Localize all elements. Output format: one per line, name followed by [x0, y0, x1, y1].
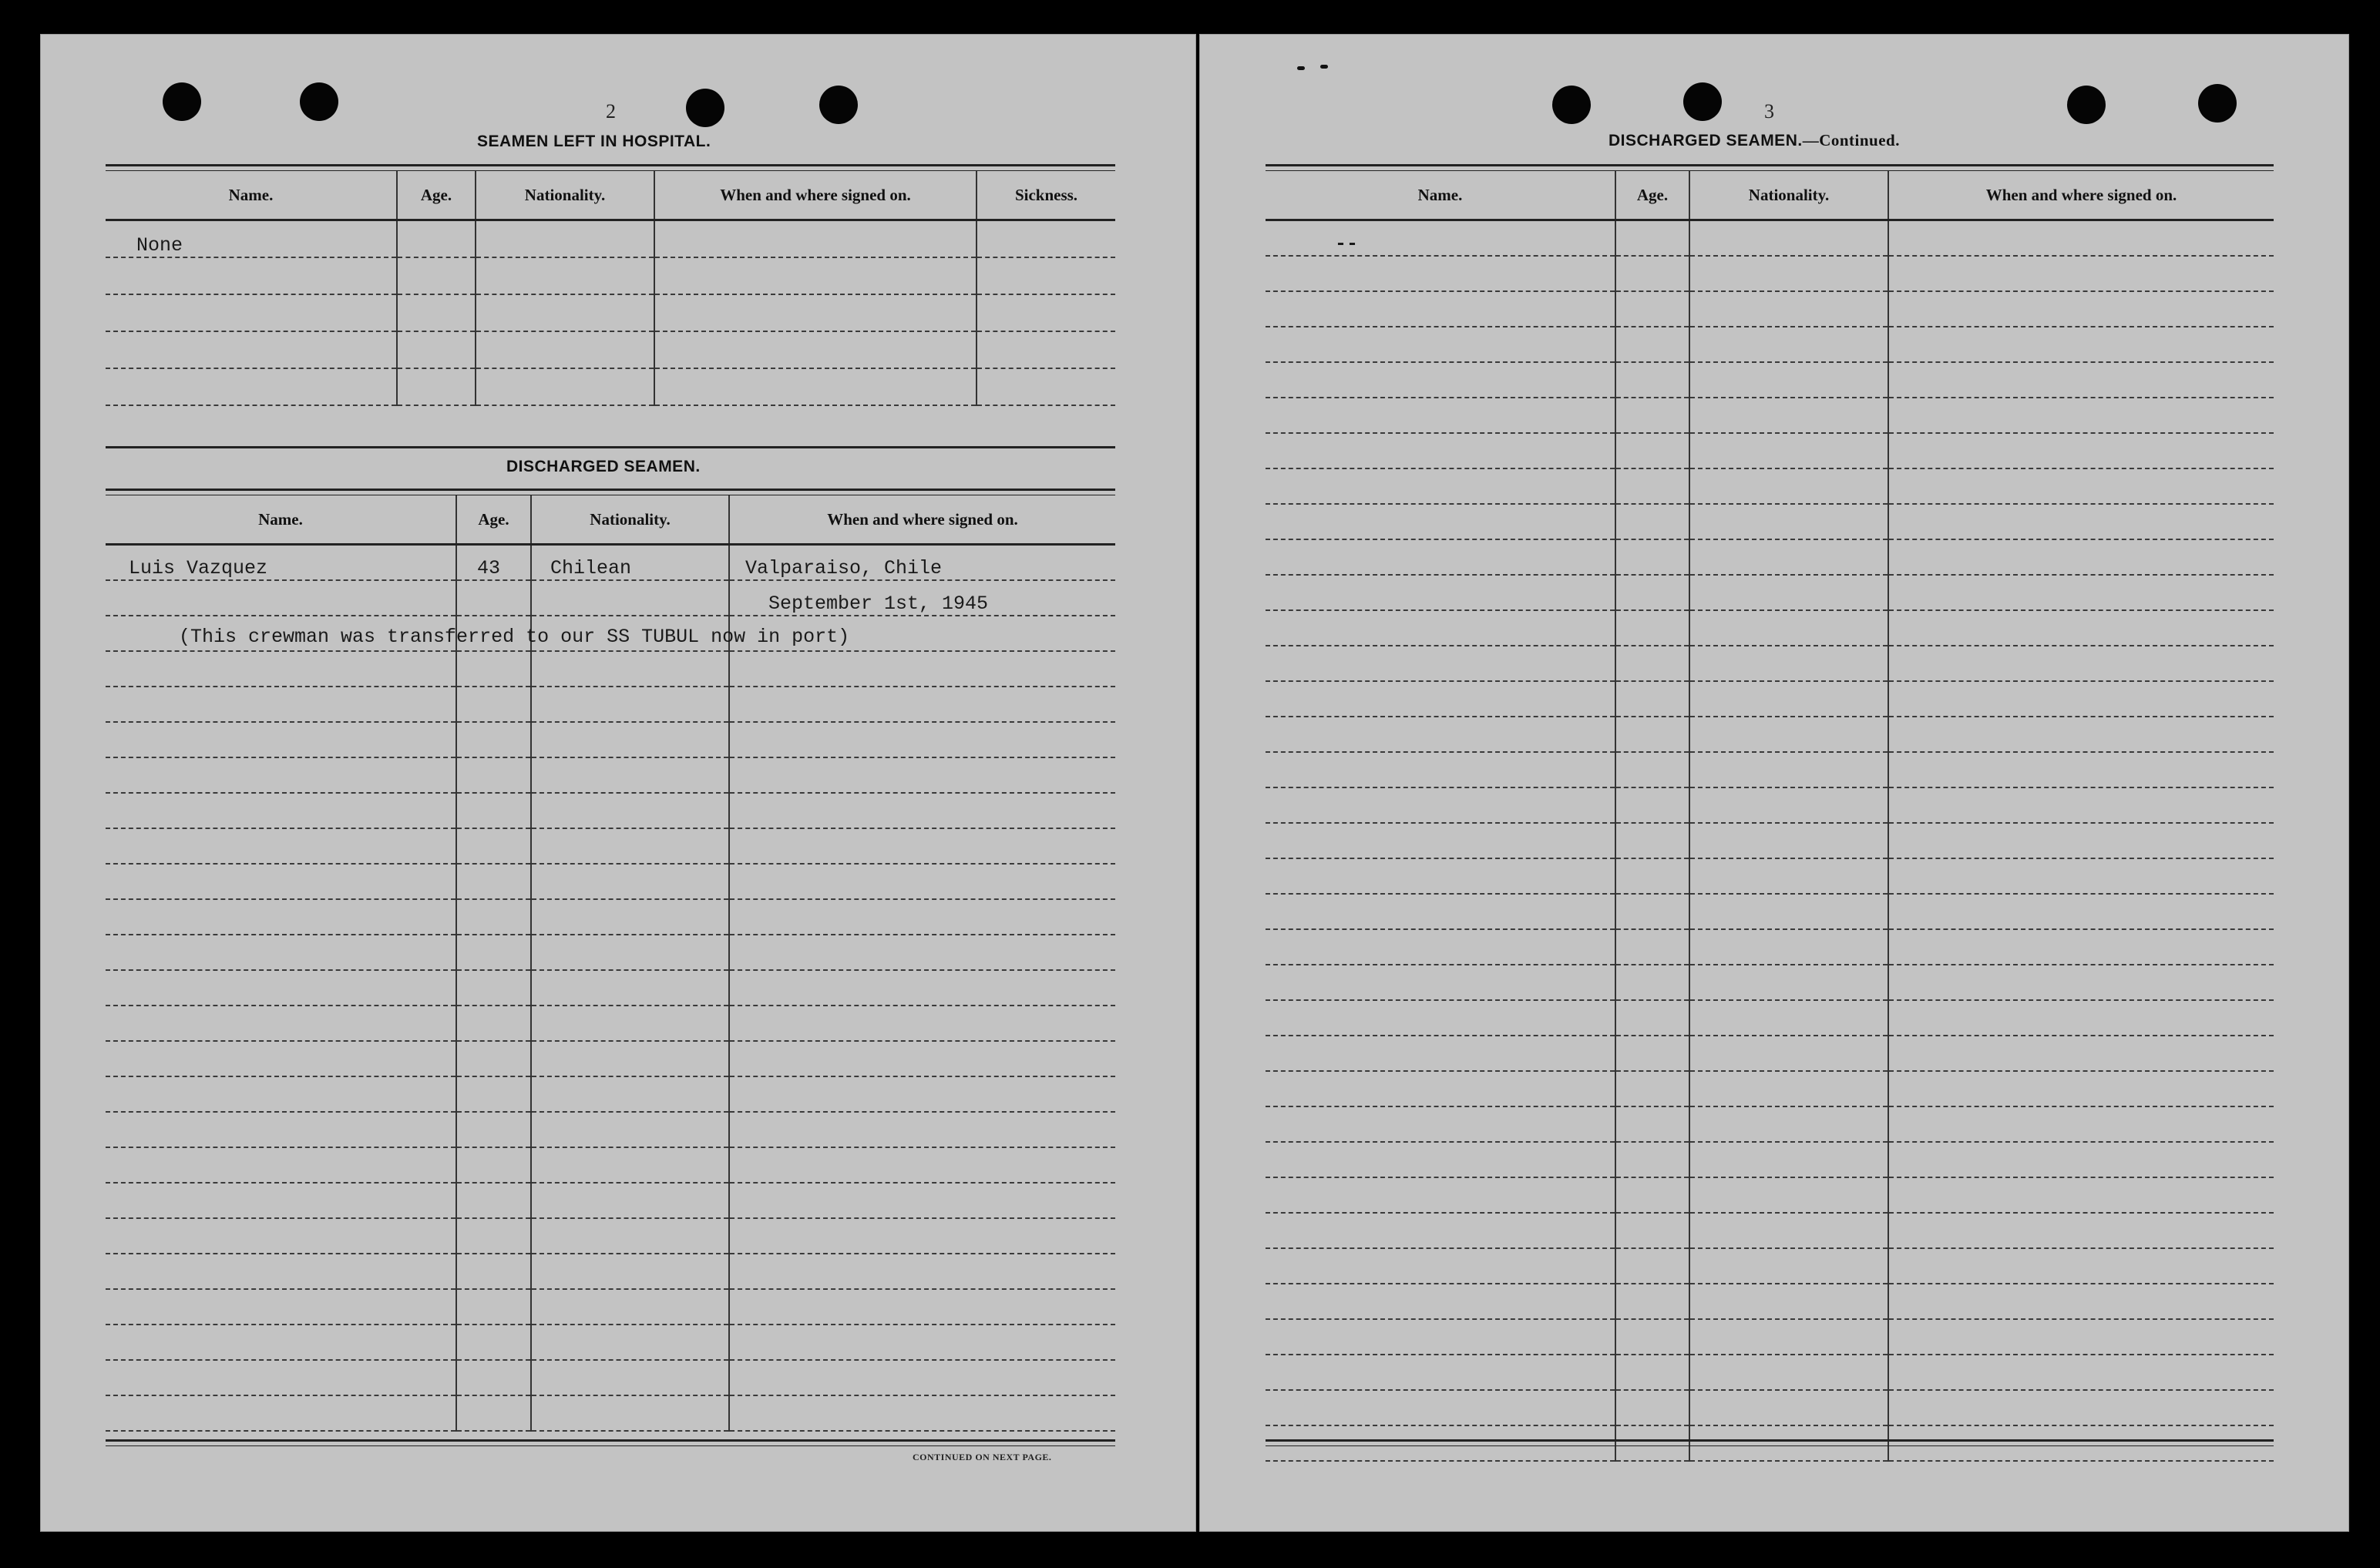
table-row [106, 935, 1115, 970]
table-row [106, 1254, 1115, 1289]
table-row [1266, 1248, 2274, 1284]
table-row [106, 1325, 1115, 1360]
table-row [1266, 894, 2274, 929]
table-row [106, 899, 1115, 935]
table-cell-nationality [476, 220, 654, 257]
table-cell-nationality [1689, 220, 1888, 256]
punch-hole [2198, 84, 2237, 123]
col-header-name: Name. [1266, 171, 1615, 220]
table-row [1266, 327, 2274, 362]
discharged-continued-title [1609, 131, 1900, 150]
discharged-continued-table [1266, 171, 2274, 1462]
page-number: 2 [606, 100, 616, 123]
table-cell-name: Luis Vazquez [106, 545, 456, 580]
left-page [40, 34, 1196, 1532]
table-cell-age: 43 [456, 545, 531, 580]
table-cell-age [456, 580, 531, 616]
table-row [106, 757, 1115, 793]
table-cell-age [1615, 220, 1689, 256]
table-row [1266, 717, 2274, 752]
right-page [1199, 34, 2349, 1532]
table-row [1266, 823, 2274, 858]
table-row [1266, 575, 2274, 610]
table-row [1266, 1071, 2274, 1106]
discharged-bottom-rule [106, 1439, 1115, 1446]
hospital-top-rule [106, 164, 1115, 171]
table-row [1266, 1177, 2274, 1213]
table-cell-age [397, 220, 476, 257]
table-row [106, 257, 1115, 294]
table-row [106, 687, 1115, 722]
table-row [106, 651, 1115, 687]
table-cell-nationality: Chilean [531, 545, 729, 580]
page-mark [1320, 65, 1328, 69]
table-row [106, 1360, 1115, 1395]
table-row [106, 793, 1115, 828]
right-top-rule [1266, 164, 2274, 171]
table-row [1266, 1000, 2274, 1036]
right-bottom-rule [1266, 1439, 2274, 1446]
table-row [1266, 291, 2274, 327]
table-cell-signed-on: Valparaiso, Chile [729, 545, 1115, 580]
transfer-note: (This crewman was transferred to our SS TUBUL now in port) [179, 626, 850, 648]
punch-hole [1552, 86, 1591, 124]
table-row [106, 970, 1115, 1006]
punch-hole [163, 82, 201, 121]
table-row [106, 1218, 1115, 1254]
table-row [1266, 1036, 2274, 1071]
table-row [106, 1395, 1115, 1431]
hospital-table [106, 171, 1115, 406]
table-row [106, 1076, 1115, 1112]
page-number: 3 [1764, 100, 1774, 123]
table-row [1266, 681, 2274, 717]
table-row [1266, 504, 2274, 539]
hospital-bottom-rule [106, 446, 1115, 448]
continued-suffix: —Continued. [1802, 131, 1900, 149]
table-row [1266, 1284, 2274, 1319]
col-header-name: Name. [106, 171, 397, 220]
page-mark [1297, 66, 1305, 70]
col-header-nationality: Nationality. [476, 171, 654, 220]
table-row [1266, 362, 2274, 398]
punch-hole [1683, 82, 1722, 121]
col-header-name: Name. [106, 495, 456, 545]
table-row [1266, 787, 2274, 823]
continued-footer: CONTINUED ON NEXT PAGE. [913, 1452, 1052, 1462]
table-cell-signed-on: September 1st, 1945 [729, 580, 1115, 616]
col-header-signed-on: When and where signed on. [1888, 171, 2274, 220]
table-cell-nationality [531, 580, 729, 616]
table-cell-sickness [977, 220, 1115, 257]
hospital-section-title: SEAMEN LEFT IN HOSPITAL. [477, 133, 711, 150]
table-row [106, 368, 1115, 405]
table-row [1266, 929, 2274, 965]
table-row [1266, 433, 2274, 468]
col-header-age: Age. [397, 171, 476, 220]
table-row [1266, 610, 2274, 646]
table-cell-signed-on [654, 220, 977, 257]
table-row [1266, 646, 2274, 681]
table-row [106, 294, 1115, 331]
table-row [1266, 1106, 2274, 1142]
table-row [1266, 858, 2274, 894]
table-cell-signed-on [1888, 220, 2274, 256]
col-header-age: Age. [456, 495, 531, 545]
table-row [106, 864, 1115, 899]
table-row [1266, 539, 2274, 575]
table-row [106, 722, 1115, 757]
col-header-signed-on: When and where signed on. [729, 495, 1115, 545]
col-header-nationality: Nationality. [1689, 171, 1888, 220]
table-row [1266, 256, 2274, 291]
col-header-signed-on: When and where signed on. [654, 171, 977, 220]
punch-hole [2067, 86, 2106, 124]
table-row [1266, 1213, 2274, 1248]
table-row [1266, 752, 2274, 787]
punch-hole [686, 89, 724, 127]
discharged-top-rule [106, 489, 1115, 495]
table-row [106, 1147, 1115, 1183]
table-row [1266, 1355, 2274, 1390]
table-row [1266, 1142, 2274, 1177]
table-row [106, 828, 1115, 864]
punch-hole [819, 86, 858, 124]
table-row [106, 1006, 1115, 1041]
table-row [1266, 468, 2274, 504]
table-row [1266, 1319, 2274, 1355]
table-row [1266, 398, 2274, 433]
table-row [106, 1041, 1115, 1076]
table-row [106, 331, 1115, 368]
punch-hole [300, 82, 338, 121]
discharged-continued-label: DISCHARGED SEAMEN. [1609, 132, 1803, 149]
table-row [106, 1112, 1115, 1147]
table-cell-name: -- [1266, 220, 1615, 256]
col-header-nationality: Nationality. [531, 495, 729, 545]
table-row [1266, 1390, 2274, 1425]
discharged-section-title: DISCHARGED SEAMEN. [506, 458, 701, 475]
col-header-sickness: Sickness. [977, 171, 1115, 220]
table-cell-name [106, 580, 456, 616]
table-row [106, 1183, 1115, 1218]
table-cell-name: None [106, 220, 397, 257]
table-row [106, 1289, 1115, 1325]
col-header-age: Age. [1615, 171, 1689, 220]
table-row [1266, 965, 2274, 1000]
